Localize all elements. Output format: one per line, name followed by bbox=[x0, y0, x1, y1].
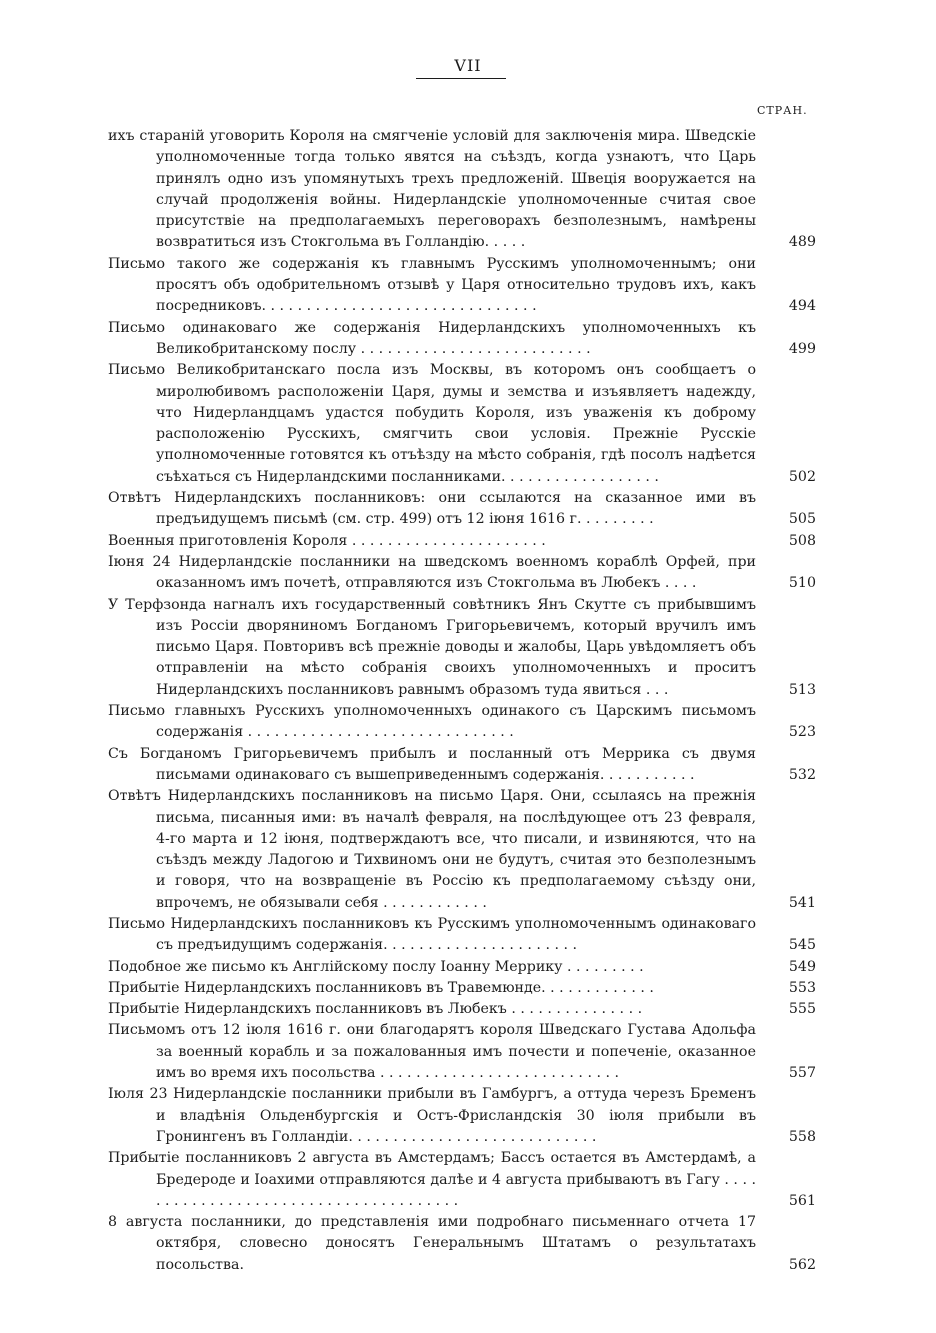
toc-entry-text: Іюля 23 Нидерландскіе посланники прибыли въ Гамбургъ, а оттуда черезъ Бременъ и владѣнія Ольденбургскія и Остъ-Фрисландскія 30 іюля прибыли въ Гронингенъ въ Голландіи. . . . . . . . . . . . . . . . . . . . . . . . . . . . bbox=[108, 1086, 756, 1145]
toc-entry-page: 557 bbox=[788, 1065, 816, 1082]
toc-entry-text: Письмо главныхъ Русскихъ уполномоченныхъ одинакого съ Царскимъ письмомъ содержанія . . . . . . . . . . . . . . . . . . . . . . . . . . . . . . bbox=[108, 703, 756, 741]
toc-entry-page: 489 bbox=[788, 234, 816, 251]
toc-entry-page: 555 bbox=[788, 1001, 816, 1018]
toc-entry-text: Прибытіе Нидерландскихъ посланниковъ въ Любекъ . . . . . . . . . . . . . . . bbox=[108, 1001, 643, 1018]
toc-entry-page: 545 bbox=[788, 937, 816, 954]
toc-entry-page: 499 bbox=[788, 340, 816, 357]
toc-entry bbox=[108, 1148, 816, 1212]
toc-entry-text: Прибытіе посланниковъ 2 августа въ Амстердамъ; Бассъ остается въ Амстердамѣ, а Бредероде и Іоахими отправляются далѣе и 4 августа прибываютъ въ Гагу . . . . . . . . . . . . . . . . . . . . . . . . . . . . . . . . . . . . . . bbox=[108, 1150, 756, 1209]
toc-entry bbox=[108, 744, 816, 787]
toc-entry bbox=[108, 254, 816, 318]
toc-entry bbox=[108, 126, 816, 254]
toc-entry bbox=[108, 786, 816, 914]
toc-entry-text: 8 августа посланники, до представленія ими подробнаго письменнаго отчета 17 октября, словесно доносятъ Генеральнымъ Штатамъ о результатахъ посольства. bbox=[108, 1214, 756, 1273]
toc-entry bbox=[108, 701, 816, 744]
toc-entry-text: Письмо Нидерландскихъ посланниковъ къ Русскимъ уполномоченнымъ одинаковаго съ предъидущимъ содержанія. . . . . . . . . . . . . . . . . . . . . . bbox=[108, 915, 756, 954]
page-folio: VII bbox=[454, 56, 482, 75]
toc-entry-text: Прибытіе Нидерландскихъ посланниковъ въ Травемюнде. . . . . . . . . . . . . bbox=[108, 979, 654, 996]
toc-entry-page: 505 bbox=[788, 511, 816, 528]
toc-entry-page: 510 bbox=[788, 575, 816, 592]
toc-entry-page: 553 bbox=[788, 979, 816, 996]
toc-entry-page: 494 bbox=[788, 298, 816, 315]
toc-entry-text: У Терфзонда нагналъ ихъ государственный совѣтникъ Янъ Скутте съ прибывшимъ изъ Россіи дворяниномъ Богданомъ Григорьевичемъ, который вручилъ имъ письмо Царя. Повторивъ всѣ прежніе доводы и жалобы, Царь увѣдомляетъ объ отправленіи на мѣсто собранія своихъ уполномоченныхъ и проситъ Нидерландскихъ посланниковъ равнымъ образомъ туда явиться . . . bbox=[108, 596, 756, 698]
toc-entry-text: Письмомъ отъ 12 іюля 1616 г. они благодарятъ короля Шведскаго Густава Адольфа за военный корабль и за пожалованныя имъ почести и попеченіе, оказанное имъ во время ихъ посольства . . . . . . . . . . . . . . . . . . . . . . . . . . . bbox=[108, 1022, 756, 1082]
toc-entry-page: 532 bbox=[788, 766, 816, 783]
toc-entry bbox=[108, 360, 816, 488]
toc-entry bbox=[108, 957, 816, 978]
toc-entry bbox=[108, 1084, 816, 1148]
toc-entry-text: Съ Богданомъ Григорьевичемъ прибылъ и посланный отъ Меррика съ двумя письмами одинаковаго съ вышеприведеннымъ содержанія. . . . . . . . . . . bbox=[108, 745, 756, 783]
table-of-contents bbox=[108, 126, 816, 1276]
toc-entry bbox=[108, 318, 816, 361]
toc-entry-text: ихъ стараній уговорить Короля на смягченіе условій для заключенія мира. Шведскіе уполномоченные тогда только явятся на съѣздъ, когда узнаютъ, что Царь принялъ одно изъ упомянутыхъ трехъ предложеній. Швеція вооружается на случай продолженія войны. Нидерландскіе уполномоченные считая свое присутствіе на предполагаемыхъ переговорахъ безполезнымъ, намѣрены возвратиться изъ Стокгольма въ Голландію. . . . . bbox=[108, 128, 756, 251]
toc-entry-text: Отвѣтъ Нидерландскихъ посланниковъ на письмо Царя. Они, ссылаясь на прежнія письма, писанныя ими: въ началѣ февраля, на послѣдующее отъ 23 февраля, 4-го марта и 12 іюня, подтверждаютъ все, что писали, и извиняются, что на съѣздъ между Ладогою и Тихвиномъ они не будутъ, считая это безполезнымъ и говоря, что на возвращеніе въ Россію къ предполагаемому съѣзду они, впрочемъ, не обязывали себя . . . . . . . . . . . . bbox=[108, 788, 756, 911]
toc-entry-page: 508 bbox=[788, 532, 816, 549]
toc-entry bbox=[108, 914, 816, 957]
toc-entry-text: Письмо Великобританскаго посла изъ Москвы, въ которомъ онъ сообщаетъ о миролюбивомъ расположеніи Царя, думы и земства и изъявляетъ надежду, что Нидерландцамъ удастся побудить Короля, изъ уваженія къ доброму расположенію Русскихъ, смягчить свои условія. Прежніе Русскіе уполномоченные готовятся къ отъѣзду на мѣсто собранія, гдѣ посолъ надѣется съѣхаться съ Нидерландскими посланниками. . . . . . . . . . . . . . . . . . bbox=[108, 362, 756, 485]
toc-entry-page: 549 bbox=[788, 958, 816, 975]
folio-rule bbox=[416, 78, 506, 79]
toc-entry-text: Іюня 24 Нидерландскіе посланники на шведскомъ военномъ кораблѣ Орфей, при оказанномъ имъ почетѣ, отправляются изъ Стокгольма въ Любекъ . . . . bbox=[108, 553, 756, 592]
toc-entry-text: Письмо такого же содержанія къ главнымъ Русскимъ уполномоченнымъ; они просятъ объ одобрительномъ отзывѣ у Царя относительно трудовъ ихъ, какъ посредниковъ. . . . . . . . . . . . . . . . . . . . . . . . . . . . . . . bbox=[108, 255, 756, 315]
toc-entry bbox=[108, 978, 816, 999]
toc-entry-page: 513 bbox=[788, 681, 816, 698]
toc-entry bbox=[108, 531, 816, 552]
toc-entry-page: 561 bbox=[788, 1192, 816, 1209]
toc-entry-page: 541 bbox=[788, 894, 816, 911]
toc-entry-page: 523 bbox=[788, 724, 816, 741]
page-column-label: СТРАН. bbox=[757, 104, 808, 117]
toc-entry-text: Отвѣтъ Нидерландскихъ посланниковъ: они ссылаются на сказанное ими въ предъидущемъ письмѣ (см. стр. 499) отъ 12 іюня 1616 г. . . . . . . . . bbox=[108, 490, 756, 528]
toc-entry bbox=[108, 1212, 816, 1276]
toc-entry-page: 502 bbox=[788, 468, 816, 485]
toc-entry bbox=[108, 999, 816, 1020]
toc-entry bbox=[108, 552, 816, 595]
toc-entry-page: 562 bbox=[788, 1256, 816, 1273]
toc-entry bbox=[108, 595, 816, 701]
toc-entry bbox=[108, 1020, 816, 1084]
toc-entry-text: Военныя приготовленія Короля . . . . . . . . . . . . . . . . . . . . . . bbox=[108, 532, 546, 549]
toc-entry-text: Письмо одинаковаго же содержанія Нидерландскихъ уполномоченныхъ къ Великобританскому послу . . . . . . . . . . . . . . . . . . . . . . . . . . bbox=[108, 319, 756, 357]
toc-entry-text: Подобное же письмо къ Англійскому послу Іоанну Меррику . . . . . . . . . bbox=[108, 958, 644, 975]
toc-entry-page: 558 bbox=[788, 1128, 816, 1145]
toc-entry bbox=[108, 488, 816, 531]
